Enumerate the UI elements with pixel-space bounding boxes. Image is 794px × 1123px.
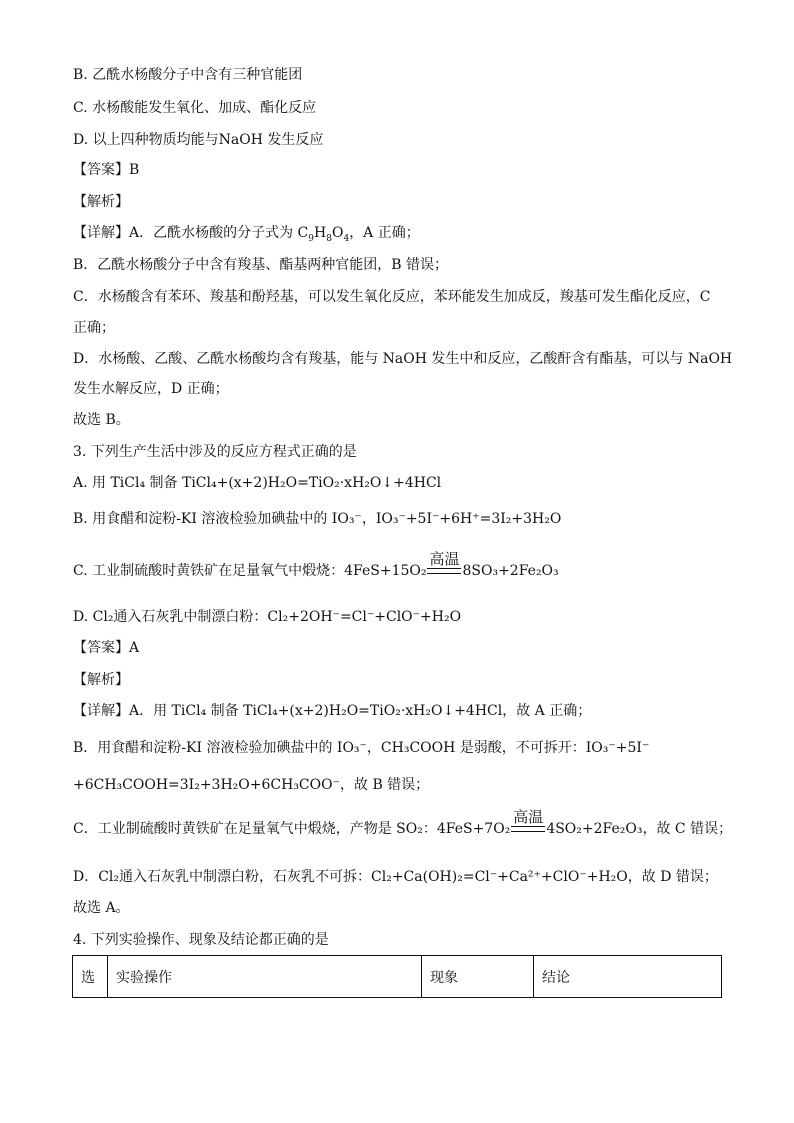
header-cell-conclusion: 结论	[534, 956, 722, 998]
q2-answer: 【答案】B	[73, 162, 140, 178]
q4-stem: 4. 下列实验操作、现象及结论都正确的是	[73, 932, 329, 948]
q2-detail-d-line1: D．水杨酸、乙酸、乙酰水杨酸均含有羧基，能与 NaOH 发生中和反应，乙酸酐含有酯基，可以与 NaOH	[73, 351, 733, 367]
q3-option-a: A. 用 TiCl₄ 制备 TiCl₄+(x+2)H₂O=TiO₂·xH₂O↓+4HCl	[73, 475, 442, 491]
q2-detail-a: 【详解】A．乙酰水杨酸的分子式为 $C_9H_8O_4$，A 正确；	[73, 225, 420, 244]
header-cell-phenomenon: 现象	[422, 956, 534, 998]
q2-detail-c-line1: C．水杨酸含有苯环、羧基和酚羟基，可以发生氧化反应，苯环能发生加成反，羧基可发生酯化反应，C	[73, 289, 711, 305]
condition-label: 高温	[429, 550, 460, 568]
header-cell-operation: 实验操作	[108, 956, 422, 998]
q3-analysis-label: 【解析】	[73, 672, 129, 688]
q3-answer: 【答案】A	[73, 640, 140, 656]
q2-option-c: C. 水杨酸能发生氧化、加成、酯化反应	[73, 100, 317, 116]
q3-stem: 3. 下列生产生活中涉及的反应方程式正确的是	[73, 444, 357, 460]
table-header-row	[73, 956, 722, 998]
header-cell-option: 选	[73, 956, 108, 998]
q3-detail-c-text: C．工业制硫酸时黄铁矿在足量氧气中煅烧，产物是 SO₂：4FeS+7O₂	[73, 821, 511, 837]
q2-detail-b: B．乙酰水杨酸分子中含有羧基、酯基两种官能团，B 错误；	[73, 257, 449, 273]
q3-detail-d: D．Cl₂通入石灰乳中制漂白粉，石灰乳不可拆：Cl₂+Ca(OH)₂=Cl⁻+Ca²⁺+ClO⁻+H₂O，故 D 错误；	[73, 869, 718, 885]
q3-option-c-products: 8SO₃+2Fe₂O₃	[462, 563, 559, 579]
q3-option-b: B. 用食醋和淀粉-KI 溶液检验加碘盐中的 IO₃⁻，IO₃⁻+5I⁻+6H⁺=3I₂+3H₂O	[73, 511, 562, 527]
q4-options-table	[72, 955, 722, 998]
q2-detail-a-end: ，A 正确；	[349, 225, 420, 241]
q2-analysis-label: 【解析】	[73, 194, 129, 210]
q3-option-d: D. Cl₂通入石灰乳中制漂白粉：Cl₂+2OH⁻=Cl⁻+ClO⁻+H₂O	[73, 609, 462, 625]
q2-option-b: B. 乙酰水杨酸分子中含有三种官能团	[73, 67, 303, 83]
q3-option-c	[73, 550, 559, 580]
q2-detail-a-text: 【详解】A．乙酰水杨酸的分子式为 C	[73, 225, 309, 241]
q3-conclusion: 故选 A。	[73, 900, 130, 916]
q3-detail-b-line1: B．用食醋和淀粉-KI 溶液检验加碘盐中的 IO₃⁻，CH₃COOH 是弱酸，不可拆开：IO₃⁻+5I⁻	[73, 740, 650, 756]
high-temp-condition	[426, 550, 462, 580]
q3-detail-b-line2: +6CH₃COOH=3I₂+3H₂O+6CH₃COO⁻，故 B 错误；	[73, 777, 430, 793]
equals-bar	[427, 568, 461, 574]
q2-conclusion: 故选 B。	[73, 412, 130, 428]
q3-detail-a: 【详解】A．用 TiCl₄ 制备 TiCl₄+(x+2)H₂O=TiO₂·xH₂O↓+4HCl，故 A 正确；	[73, 703, 592, 719]
q2-detail-d-line2: 发生水解反应，D 正确；	[73, 381, 229, 397]
q2-option-d: D. 以上四种物质均能与NaOH 发生反应	[73, 132, 324, 148]
equals-bar-2	[511, 826, 545, 832]
q3-option-c-text: C. 工业制硫酸时黄铁矿在足量氧气中煅烧：4FeS+15O₂	[73, 563, 427, 579]
q3-detail-c-products: 4SO₂+2Fe₂O₃，故 C 错误；	[546, 821, 733, 837]
q2-detail-c-line2: 正确；	[73, 320, 115, 336]
q3-detail-c	[73, 808, 733, 838]
high-temp-condition-2	[510, 808, 546, 838]
condition-label-2: 高温	[513, 808, 544, 826]
